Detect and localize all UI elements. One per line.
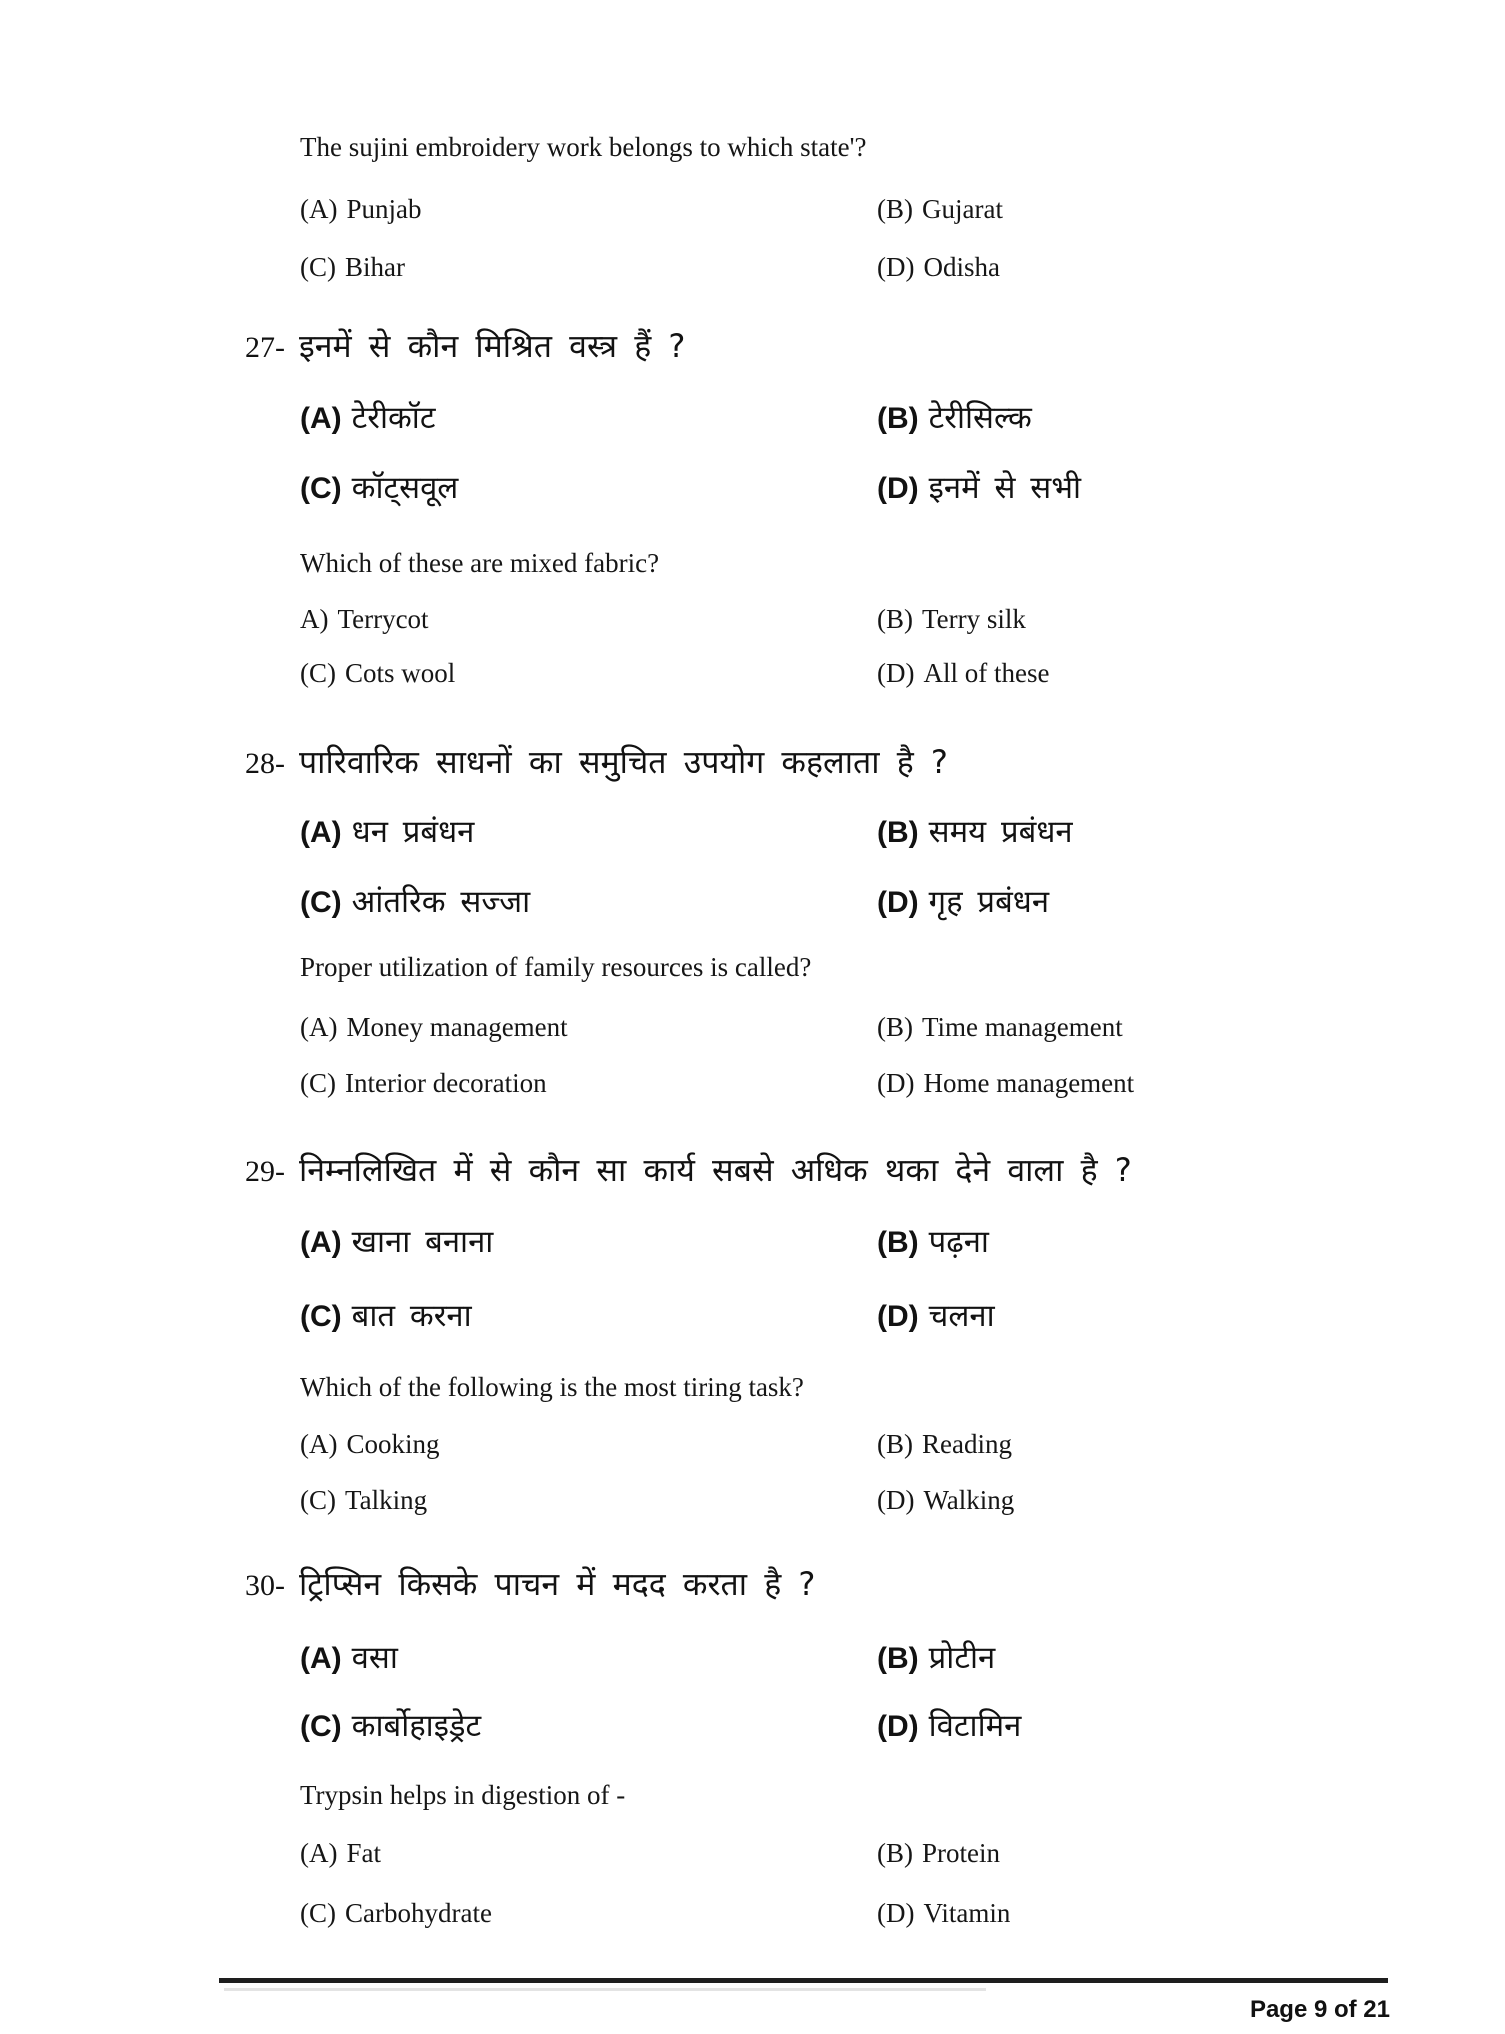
option-c [300, 468, 877, 509]
option-label: (B) [877, 194, 913, 224]
option-row [300, 656, 1460, 690]
question-text-hindi: इनमें से कौन मिश्रित वस्त्र हैं ? [299, 327, 686, 365]
option-label: (D) [877, 658, 915, 688]
option-text: टेरीकॉट [351, 400, 436, 436]
option-text: पढ़ना [928, 1224, 989, 1260]
option-label: (D) [877, 1898, 915, 1928]
option-c [300, 1706, 877, 1747]
option-text: Cooking [346, 1429, 440, 1459]
option-label: (C) [300, 1300, 342, 1333]
option-text: टेरीसिल्क [928, 400, 1032, 436]
option-row [300, 882, 1460, 923]
option-text: Odisha [923, 252, 1000, 282]
footer-rule-shadow [224, 1988, 986, 1991]
option-c [300, 1896, 877, 1930]
option-a [300, 1836, 877, 1870]
option-text: Time management [922, 1012, 1123, 1042]
option-label: (A) [300, 816, 342, 849]
option-text: Protein [922, 1838, 1000, 1868]
option-label: (B) [877, 816, 919, 849]
option-label: (A) [300, 1226, 342, 1259]
option-row [300, 1706, 1460, 1747]
option-text: All of these [923, 658, 1050, 688]
option-text: Interior decoration [345, 1068, 547, 1098]
option-row [300, 812, 1460, 853]
option-b [877, 192, 1460, 226]
option-label: (A) [300, 1838, 338, 1868]
option-text: आंतरिक सज्जा [351, 884, 531, 920]
option-label: (A) [300, 1012, 338, 1042]
option-a [300, 1222, 877, 1263]
option-text: Carbohydrate [345, 1898, 492, 1928]
option-d [877, 656, 1460, 690]
option-row [300, 1836, 1460, 1870]
option-text: Fat [346, 1838, 381, 1868]
option-label: (A) [300, 402, 342, 435]
question-text-hindi: निम्नलिखित में से कौन सा कार्य सबसे अधिक थका देने वाला है ? [299, 1151, 1132, 1189]
option-row [300, 1066, 1460, 1100]
option-label: (C) [300, 1068, 336, 1098]
option-a [300, 1638, 877, 1679]
option-text: बात करना [351, 1298, 472, 1334]
option-d [877, 1896, 1460, 1930]
question-text-english: Which of the following is the most tiring task? [300, 1372, 804, 1402]
question-28-hindi [245, 742, 948, 782]
option-d [877, 250, 1460, 284]
option-text: समय प्रबंधन [928, 814, 1073, 850]
option-c [300, 882, 877, 923]
option-label: (A) [300, 194, 338, 224]
option-row [300, 1638, 1460, 1679]
option-text: Terry silk [922, 604, 1026, 634]
option-text: खाना बनाना [351, 1224, 494, 1260]
option-b [877, 1222, 1460, 1263]
option-label: (B) [877, 1012, 913, 1042]
option-label: (B) [877, 1642, 919, 1675]
question-number: 28- [245, 747, 285, 780]
question-29-hindi [245, 1150, 1132, 1190]
option-label: (C) [300, 1485, 336, 1515]
option-label: (A) [300, 1429, 338, 1459]
option-d [877, 468, 1460, 509]
option-label: A) [300, 604, 329, 634]
option-a [300, 1010, 877, 1044]
option-b [877, 398, 1460, 439]
option-text: Cots wool [345, 658, 456, 688]
page-number: Page 9 of 21 [1249, 1996, 1390, 2023]
option-c [300, 1483, 877, 1517]
option-b [877, 812, 1460, 853]
question-text-english: Trypsin helps in digestion of - [300, 1780, 626, 1810]
option-d [877, 1706, 1460, 1747]
question-30-hindi [245, 1564, 815, 1604]
question-text-english: Proper utilization of family resources is called? [300, 952, 812, 982]
option-row [300, 602, 1460, 636]
option-b [877, 1638, 1460, 1679]
option-label: (C) [300, 886, 342, 919]
option-label: (C) [300, 1898, 336, 1928]
option-text: Gujarat [922, 194, 1003, 224]
option-label: (D) [877, 1300, 919, 1333]
option-text: Punjab [346, 194, 422, 224]
option-c [300, 1066, 877, 1100]
option-text: Terrycot [337, 604, 429, 634]
option-d [877, 1483, 1460, 1517]
option-a [300, 1427, 877, 1461]
footer-rule [219, 1978, 1388, 1983]
question-27-hindi [245, 326, 685, 366]
option-row [300, 1427, 1460, 1461]
option-c [300, 656, 877, 690]
option-row [300, 192, 1460, 226]
option-label: (B) [877, 1226, 919, 1259]
option-text: विटामिन [928, 1708, 1022, 1744]
question-text-hindi: ट्रिप्सिन किसके पाचन में मदद करता है ? [299, 1565, 816, 1603]
option-row [300, 1296, 1460, 1337]
question-number: 27- [245, 331, 285, 364]
option-label: (D) [877, 252, 915, 282]
option-label: (C) [300, 252, 336, 282]
option-text: गृह प्रबंधन [928, 884, 1050, 920]
option-row [300, 1010, 1460, 1044]
option-row [300, 250, 1460, 284]
option-label: (A) [300, 1642, 342, 1675]
option-text: कार्बोहाइड्रेट [351, 1708, 482, 1744]
option-text: प्रोटीन [928, 1640, 996, 1676]
option-b [877, 602, 1460, 636]
option-d [877, 882, 1460, 923]
option-text: Money management [346, 1012, 568, 1042]
option-text: Home management [923, 1068, 1135, 1098]
option-label: (B) [877, 1429, 913, 1459]
option-a [300, 192, 877, 226]
question-text-hindi: पारिवारिक साधनों का समुचित उपयोग कहलाता है ? [299, 743, 948, 781]
question-number: 30- [245, 1569, 285, 1602]
option-b [877, 1010, 1460, 1044]
option-label: (C) [300, 658, 336, 688]
option-label: (B) [877, 402, 919, 435]
option-label: (B) [877, 604, 913, 634]
option-row [300, 1896, 1460, 1930]
option-text: Vitamin [923, 1898, 1011, 1928]
option-text: Bihar [345, 252, 405, 282]
option-text: इनमें से सभी [928, 470, 1082, 506]
option-a [300, 398, 877, 439]
option-c [300, 250, 877, 284]
option-label: (C) [300, 1710, 342, 1743]
option-label: (D) [877, 1068, 915, 1098]
option-text: Reading [922, 1429, 1012, 1459]
option-row [300, 1222, 1460, 1263]
option-d [877, 1296, 1460, 1337]
question-text-english: The sujini embroidery work belongs to which state'? [300, 132, 867, 162]
option-label: (D) [877, 1485, 915, 1515]
option-text: Walking [923, 1485, 1015, 1515]
option-row [300, 468, 1460, 509]
option-label: (C) [300, 472, 342, 505]
option-c [300, 1296, 877, 1337]
option-row [300, 1483, 1460, 1517]
option-text: कॉट्सवूल [351, 470, 459, 506]
option-text: धन प्रबंधन [351, 814, 475, 850]
option-a [300, 812, 877, 853]
option-text: चलना [928, 1298, 995, 1334]
option-a [300, 602, 877, 636]
option-label: (D) [877, 1710, 919, 1743]
option-label: (D) [877, 886, 919, 919]
option-text: Talking [345, 1485, 428, 1515]
question-text-english: Which of these are mixed fabric? [300, 548, 660, 578]
option-label: (D) [877, 472, 919, 505]
option-b [877, 1836, 1460, 1870]
option-b [877, 1427, 1460, 1461]
question-number: 29- [245, 1155, 285, 1188]
option-text: वसा [351, 1640, 398, 1676]
option-d [877, 1066, 1460, 1100]
option-label: (B) [877, 1838, 913, 1868]
option-row [300, 398, 1460, 439]
